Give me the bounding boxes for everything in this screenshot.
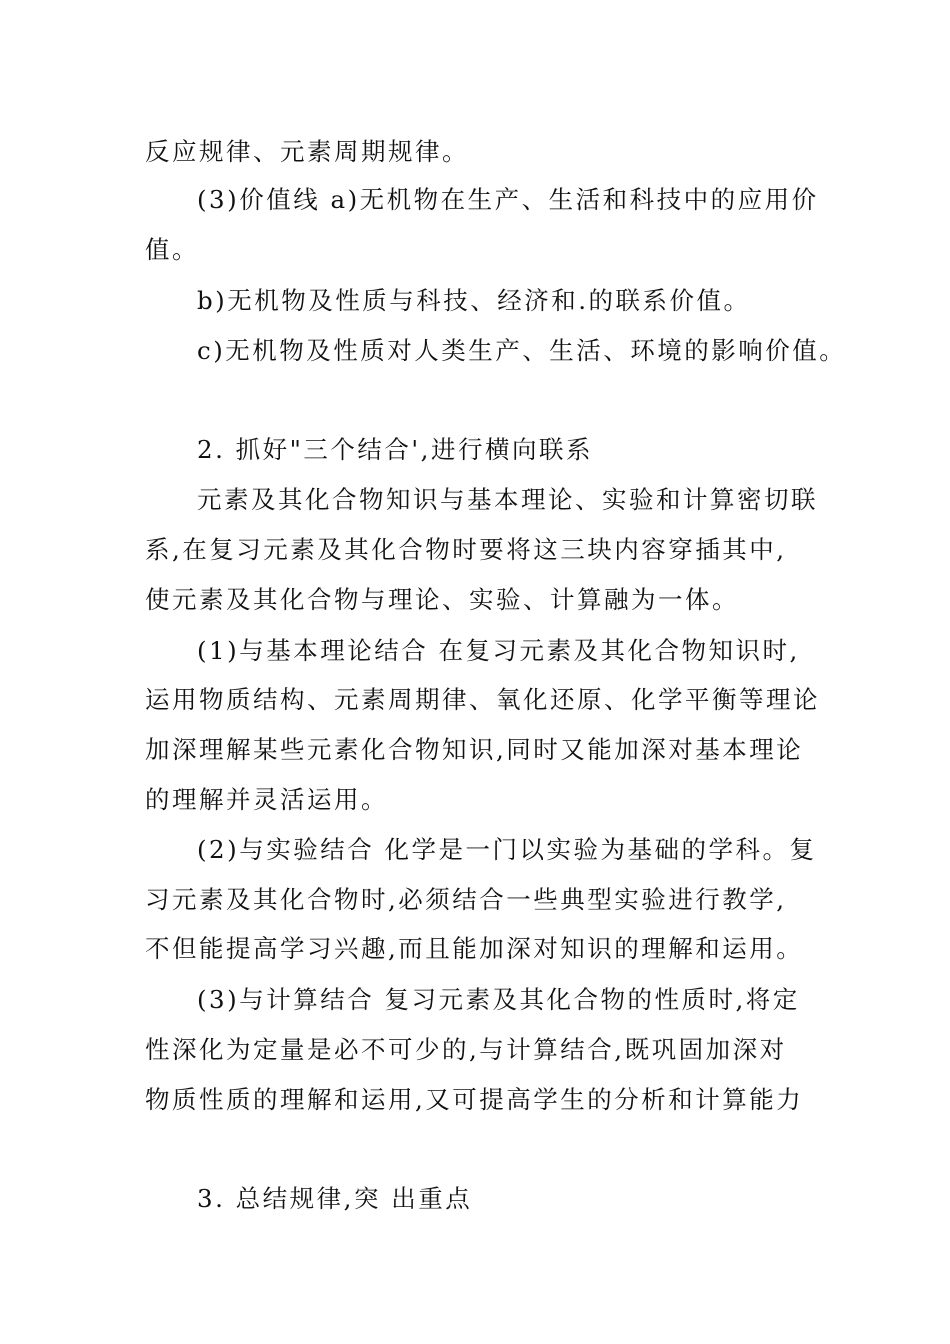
text-line-19: 物质性质的理解和运用,又可提高学生的分析和计算能力 xyxy=(145,1085,804,1114)
text-line-13: 的理解并灵活运用。 xyxy=(145,785,388,814)
text-line-16: 不但能提高学习兴趣,而且能加深对知识的理解和运用。 xyxy=(145,934,804,963)
section-heading-3: 3. 总结规律,突 出重点 xyxy=(197,1184,473,1213)
text-line-7: 元素及其化合物知识与基本理论、实验和计算密切联 xyxy=(197,485,818,514)
text-line-12: 加深理解某些元素化合物知识,同时又能加深对基本理论 xyxy=(145,735,804,764)
text-line-5: c)无机物及性质对人类生产、生活、环境的影响价值。 xyxy=(197,336,847,365)
text-line-14: (2)与实验结合 化学是一门以实验为基础的学科。复 xyxy=(197,835,817,864)
text-line-9: 使元素及其化合物与理论、实验、计算融为一体。 xyxy=(145,585,739,614)
text-line-1: 反应规律、元素周期规律。 xyxy=(145,137,469,166)
text-line-10: (1)与基本理论结合 在复习元素及其化合物知识时, xyxy=(197,636,800,665)
text-line-18: 性深化为定量是必不可少的,与计算结合,既巩固加深对 xyxy=(145,1035,787,1064)
text-line-4: b)无机物及性质与科技、经济和.的联系价值。 xyxy=(197,286,751,315)
text-line-2: (3)价值线 a)无机物在生产、生活和科技中的应用价 xyxy=(197,185,819,214)
text-line-8: 系,在复习元素及其化合物时要将这三块内容穿插其中, xyxy=(145,535,787,564)
text-line-17: (3)与计算结合 复习元素及其化合物的性质时,将定 xyxy=(197,985,800,1014)
text-line-3: 值。 xyxy=(145,235,199,264)
text-line-11: 运用物质结构、元素周期律、氧化还原、化学平衡等理论 xyxy=(145,685,820,714)
section-heading-2: 2. 抓好"三个结合',进行横向联系 xyxy=(197,435,593,464)
text-line-15: 习元素及其化合物时,必须结合一些典型实验进行教学, xyxy=(145,885,787,914)
